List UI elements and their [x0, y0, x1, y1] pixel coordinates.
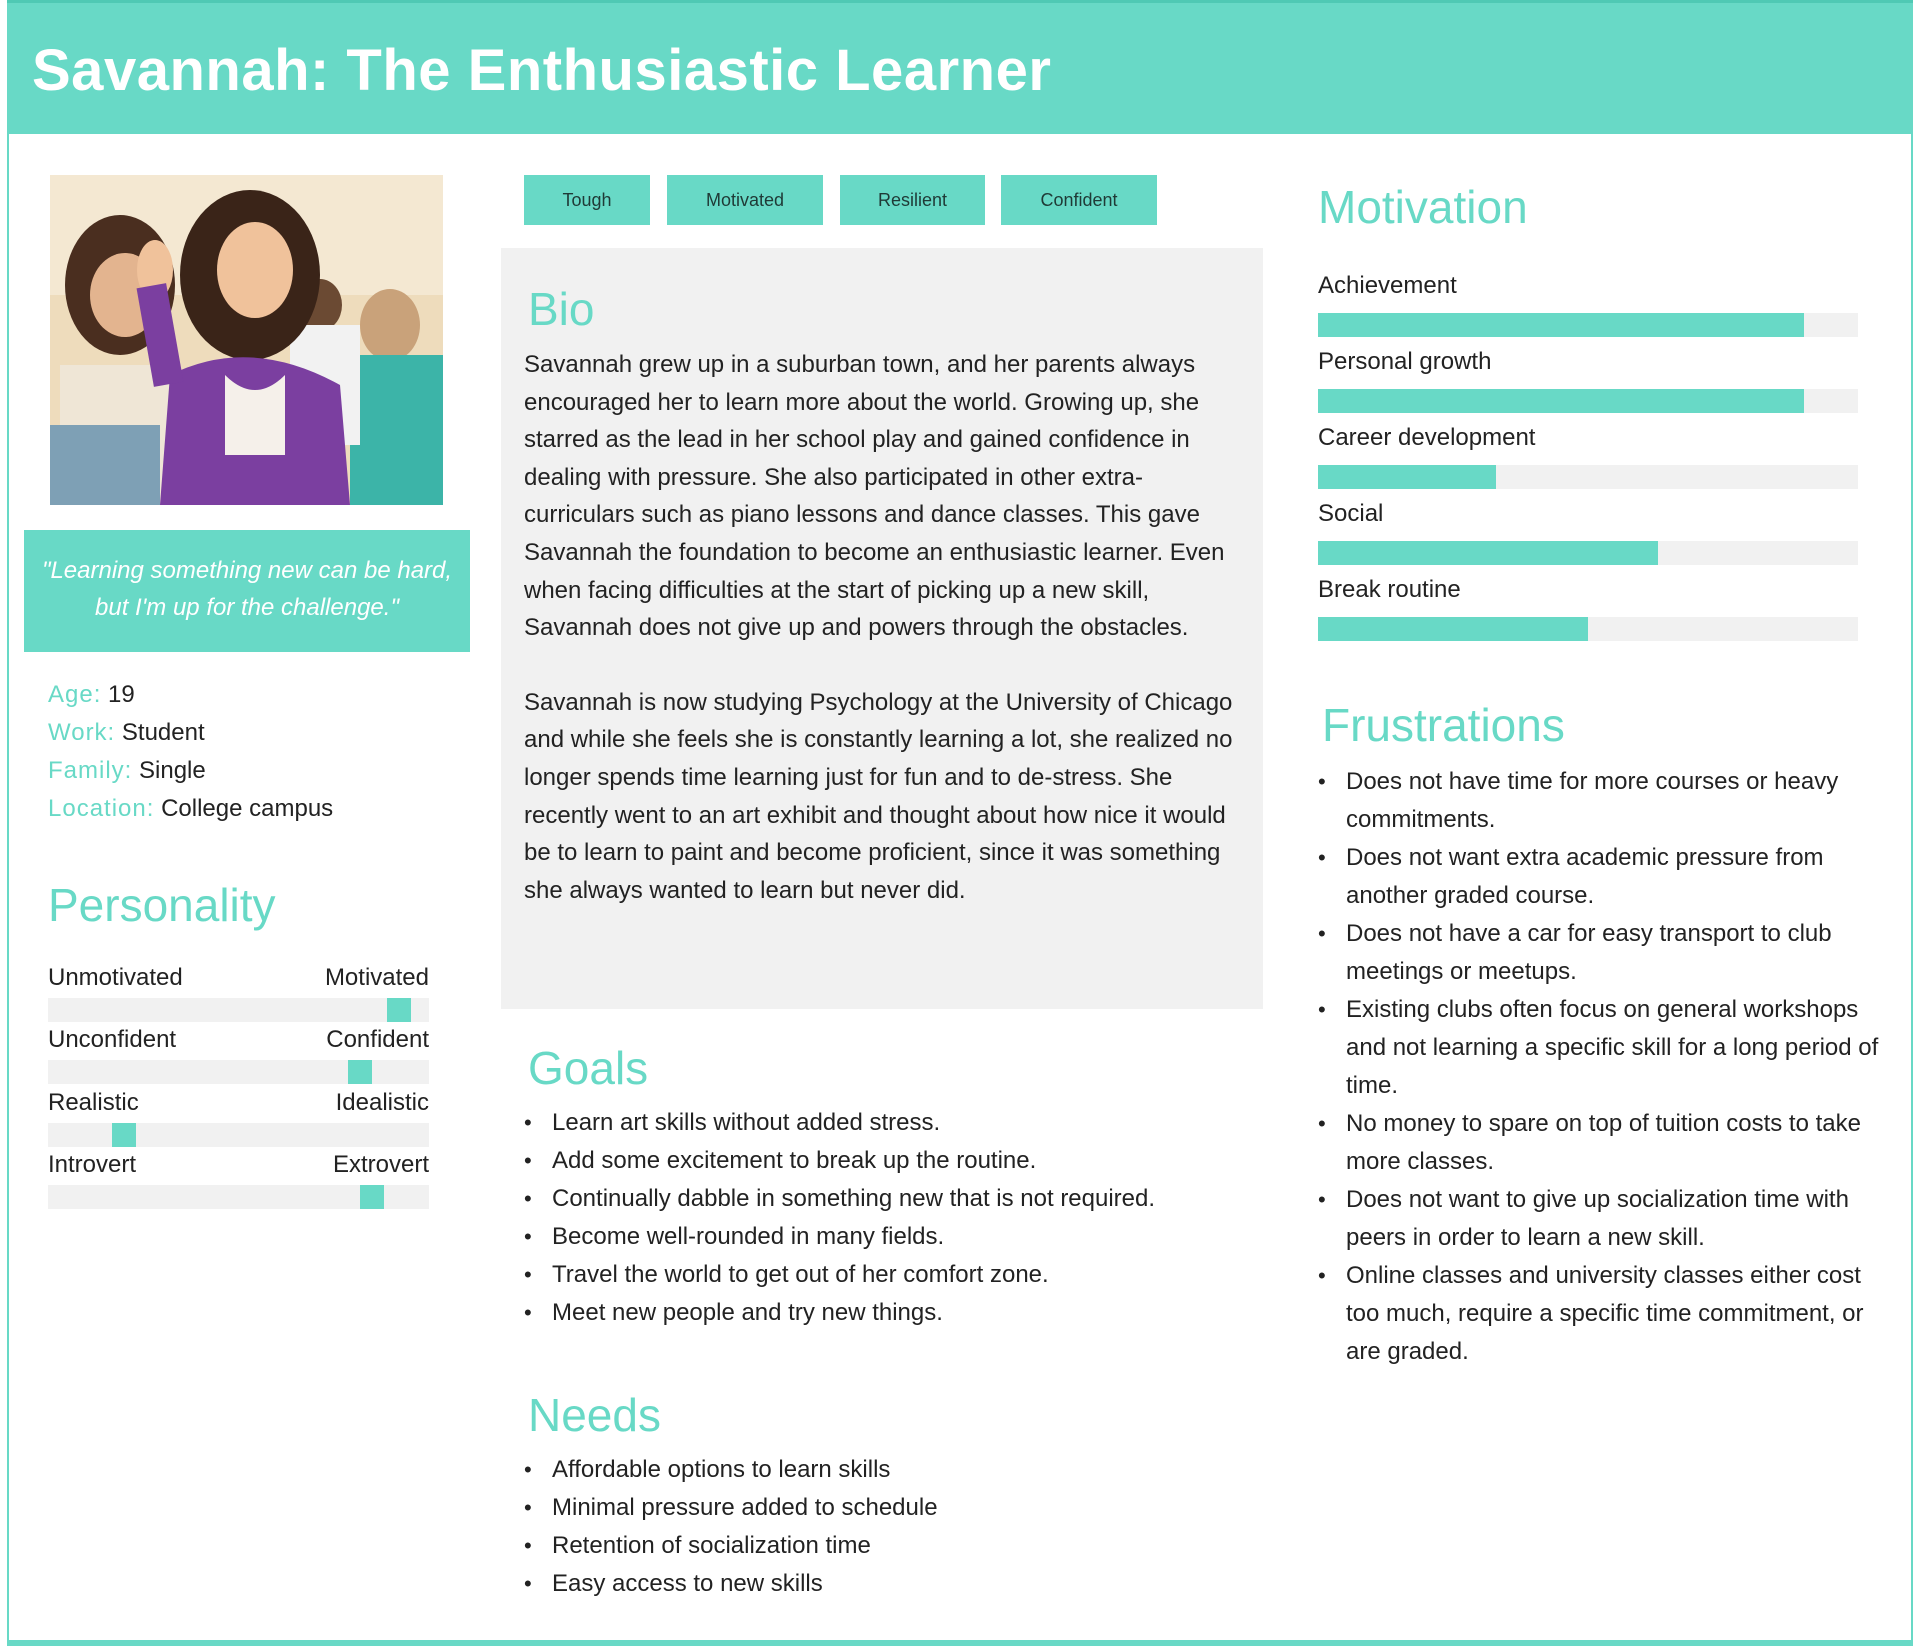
location-label: Location:: [48, 795, 155, 822]
goal-item: • Add some excitement to break up the routine.: [524, 1142, 1244, 1180]
motivation-break-routine: [1318, 576, 1858, 641]
trait-motivation: [48, 964, 429, 1022]
frustration-item: • Existing clubs often focus on general workshops and not learning a specific skill for a long period of time.: [1318, 991, 1883, 1105]
persona-quote: "Learning something new can be hard, but I'm up for the challenge.": [24, 530, 470, 652]
motivation-bar-fill: [1318, 541, 1658, 565]
need-item: • Affordable options to learn skills: [524, 1451, 1244, 1489]
goal-item: • Learn art skills without added stress.: [524, 1104, 1244, 1142]
trait-realism: [48, 1089, 429, 1147]
motivation-label: Career development: [1318, 424, 1536, 451]
motivation-social: [1318, 500, 1858, 565]
goals-heading: Goals: [528, 1042, 649, 1094]
header-banner: [7, 0, 1913, 134]
frustration-item: • Does not want extra academic pressure from another graded course.: [1318, 839, 1883, 915]
age-label: Age:: [48, 681, 102, 708]
need-item: • Minimal pressure added to schedule: [524, 1489, 1244, 1527]
personality-heading: Personality: [48, 879, 276, 931]
demographics: [48, 676, 333, 828]
motivation-career: [1318, 424, 1858, 489]
family-row: [48, 752, 333, 790]
tag-resilient: Resilient: [840, 175, 985, 225]
motivation-label: Personal growth: [1318, 348, 1492, 375]
motivation-label: Break routine: [1318, 576, 1461, 603]
family-value: Single: [139, 757, 206, 784]
needs-heading: Needs: [528, 1389, 661, 1441]
trait-marker: [387, 998, 411, 1022]
motivation-bar-fill: [1318, 617, 1588, 641]
trait-marker: [360, 1185, 384, 1209]
frustration-item: • Does not want to give up socialization time with peers in order to learn a new skill.: [1318, 1181, 1883, 1257]
bio-paragraph: Savannah grew up in a suburban town, and her parents always encouraged her to learn more about the world. Growing up, she starred as the lead in her school play and gained confidence in dealing with pressure. She also participated in other extra-curriculars such as piano lessons and dance classes. This gave Savannah the foundation to become an enthusiastic learner. Even when facing difficulties at the start of picking up a new skill, Savannah does not give up and powers through the obstacles.: [524, 351, 1225, 642]
motivation-bar-fill: [1318, 389, 1804, 413]
motivation-bar-track: [1318, 541, 1858, 565]
motivation-bar-fill: [1318, 313, 1804, 337]
trait-right-label: Idealistic: [335, 1089, 429, 1116]
motivation-label: Achievement: [1318, 272, 1457, 299]
trait-right-label: Motivated: [324, 964, 429, 991]
work-value: Student: [121, 719, 205, 746]
need-item: • Easy access to new skills: [524, 1565, 1244, 1603]
motivation-personal-growth: [1318, 348, 1858, 413]
work-label: Work:: [48, 719, 116, 746]
persona-photo: [50, 175, 443, 505]
family-label: Family:: [48, 757, 133, 784]
trait-confidence: [48, 1026, 429, 1084]
motivation-achievement: [1318, 272, 1858, 337]
tag-tough: Tough: [524, 175, 650, 225]
persona-title: Savannah: The Enthusiastic Learner: [32, 38, 1052, 103]
goal-item: • Meet new people and try new things.: [524, 1294, 1244, 1332]
age-row: [48, 676, 333, 714]
trait-scale: [48, 1060, 429, 1084]
frustration-item: • Does not have a car for easy transport to club meetings or meetups.: [1318, 915, 1883, 991]
trait-left-label: Unconfident: [48, 1026, 177, 1053]
trait-scale: [48, 1185, 429, 1209]
frustration-item: • No money to spare on top of tuition costs to take more classes.: [1318, 1105, 1883, 1181]
location-row: [48, 790, 333, 828]
trait-left-label: Unmotivated: [48, 964, 183, 991]
motivation-label: Social: [1318, 500, 1384, 527]
frustrations-list: [1318, 763, 1883, 1371]
motivation-heading: Motivation: [1318, 181, 1528, 233]
tag-confident: Confident: [1001, 175, 1157, 225]
bio-heading: Bio: [528, 283, 595, 335]
frustration-item: • Online classes and university classes either cost too much, require a specific time commitment, or are graded.: [1318, 1257, 1883, 1371]
motivation-bar-track: [1318, 389, 1858, 413]
trait-scale: [48, 998, 429, 1022]
needs-list: [524, 1451, 1244, 1603]
motivation-bar-fill: [1318, 465, 1496, 489]
need-item: • Retention of socialization time: [524, 1527, 1244, 1565]
work-row: [48, 714, 333, 752]
motivation-bar-track: [1318, 465, 1858, 489]
trait-marker: [348, 1060, 372, 1084]
trait-left-label: Realistic: [48, 1089, 139, 1116]
tag-motivated: Motivated: [667, 175, 823, 225]
trait-marker: [112, 1123, 136, 1147]
motivation-bar-track: [1318, 617, 1858, 641]
trait-left-label: Introvert: [48, 1151, 137, 1178]
motivation-bar-track: [1318, 313, 1858, 337]
goals-list: [524, 1104, 1244, 1332]
goal-item: • Travel the world to get out of her comfort zone.: [524, 1256, 1244, 1294]
frustration-item: • Does not have time for more courses or heavy commitments.: [1318, 763, 1883, 839]
trait-scale: [48, 1123, 429, 1147]
bio-paragraph: Savannah is now studying Psychology at the University of Chicago and while she feels she is constantly learning a lot, she realized no longer spends time learning just for fun and to de-stress. She recently went to an art exhibit and thought about how nice it would be to learn to paint and become proficient, since it was something she always wanted to learn but never did.: [524, 688, 1233, 904]
location-value: College campus: [161, 795, 334, 822]
trait-right-label: Confident: [326, 1026, 429, 1053]
goal-item: • Continually dabble in something new that is not required.: [524, 1180, 1244, 1218]
age-value: 19: [108, 681, 135, 708]
bio-text: [524, 346, 1244, 909]
goal-item: • Become well-rounded in many fields.: [524, 1218, 1244, 1256]
trait-extroversion: [48, 1151, 429, 1209]
trait-right-label: Extrovert: [332, 1151, 429, 1178]
frustrations-heading: Frustrations: [1322, 699, 1565, 751]
